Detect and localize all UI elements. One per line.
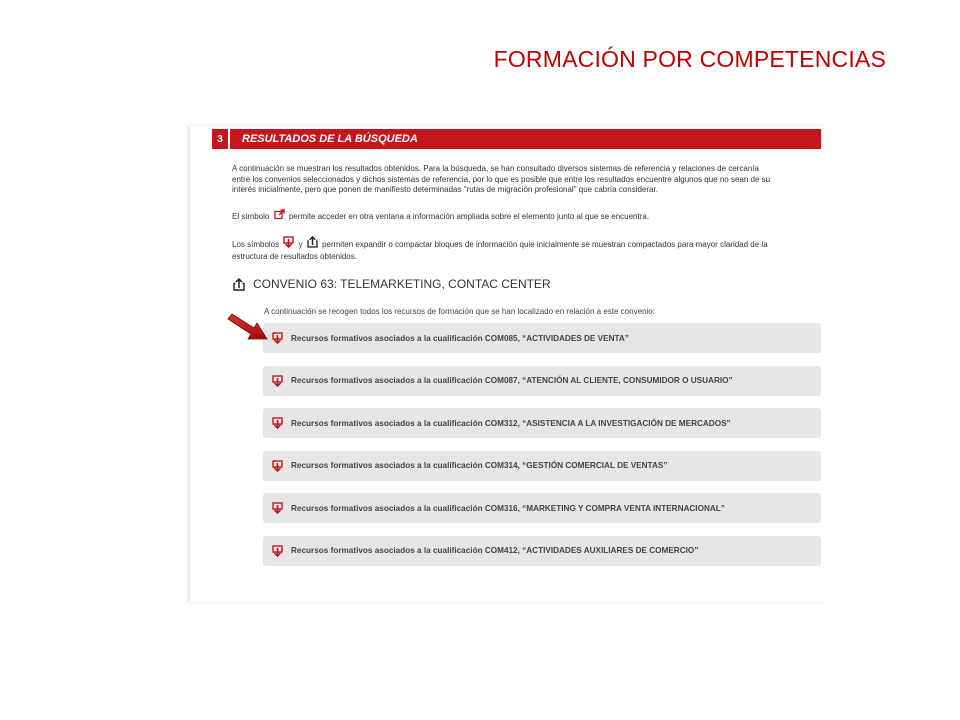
red-pointer-arrow-icon	[226, 313, 270, 348]
symbols-note-prefix: Los símbolos	[232, 240, 280, 249]
qualification-item[interactable]	[263, 408, 821, 438]
collapse-up-icon[interactable]	[233, 278, 253, 291]
section-header	[212, 129, 821, 149]
symbols-note-line2: estructura de resultados obtenidos.	[232, 251, 357, 261]
qualification-item[interactable]	[263, 493, 821, 523]
results-panel	[190, 126, 826, 602]
symbol-note-prefix: El símbolo	[232, 212, 270, 221]
qualification-label: Recursos formativos asociados a la cualificación COM085, “ACTIVIDADES DE VENTA”	[291, 333, 629, 343]
qualification-label: Recursos formativos asociados a la cualificación COM312, “ASISTENCIA A LA INVESTIGACIÓN DE MERCADOS”	[291, 418, 731, 428]
collapse-up-icon	[307, 236, 318, 252]
intro-paragraph	[232, 164, 820, 196]
qualification-item[interactable]	[263, 323, 821, 353]
symbol-note	[232, 209, 820, 224]
symbols-note-connector: y	[298, 240, 303, 249]
convenio-heading[interactable]	[233, 277, 551, 291]
section-number: 3	[212, 129, 230, 149]
expand-down-icon	[283, 236, 294, 252]
convenio-intro: A continuación se recogen todos los recursos de formación que se han localizado en relación a este convenio:	[264, 307, 655, 316]
qualification-item[interactable]	[263, 536, 821, 566]
slide-title: FORMACIÓN POR COMPETENCIAS	[493, 46, 886, 72]
external-link-icon	[274, 209, 285, 224]
expand-down-icon[interactable]	[272, 545, 283, 557]
qualification-label: Recursos formativos asociados a la cualificación COM316, “MARKETING Y COMPRA VENTA INTERNACIONAL”	[291, 503, 725, 513]
qualification-label: Recursos formativos asociados a la cualificación COM314, “GESTIÓN COMERCIAL DE VENTAS”	[291, 461, 668, 470]
expand-down-icon[interactable]	[272, 502, 283, 514]
symbols-note	[232, 236, 820, 262]
qualification-item[interactable]	[263, 366, 821, 396]
expand-down-icon[interactable]	[272, 375, 283, 387]
qualification-label: Recursos formativos asociados a la cualificación COM412, “ACTIVIDADES AUXILIARES DE COMERCIO”	[291, 546, 699, 555]
intro-line: entre los convenios seleccionados y dichos sistemas de referencia, por lo que es posible que entre los resultados encuentre algunos que no sean de su	[232, 174, 771, 184]
intro-line: A continuación se muestran los resultados obtenidos. Para la búsqueda, se han consultado diversos sistemas de referencia y relaciones de cercanía	[232, 164, 759, 173]
expand-down-icon[interactable]	[272, 460, 283, 472]
expand-down-icon[interactable]	[272, 332, 283, 344]
section-title: RESULTADOS DE LA BÚSQUEDA	[242, 133, 418, 145]
expand-down-icon[interactable]	[272, 417, 283, 429]
intro-line: interés inicialmente, pero que ponen de manifiesto determinadas "rutas de migración profesional" que cabría considerar.	[232, 185, 658, 194]
symbols-note-suffix: permiten expandir o compactar bloques de información quie inicialmente se muestran compactados para mayor claridad de la	[322, 240, 768, 249]
symbol-note-suffix: permite acceder en otra ventana a información ampliada sobre el elemento junto al que se encuentra.	[288, 212, 650, 221]
qualification-label: Recursos formativos asociados a la cualificación COM087, “ATENCIÓN AL CLIENTE, CONSUMIDOR O USUARIO”	[291, 376, 733, 385]
qualification-item[interactable]	[263, 451, 821, 481]
convenio-title: CONVENIO 63: TELEMARKETING, CONTAC CENTER	[253, 277, 551, 291]
qualification-list	[263, 323, 821, 578]
